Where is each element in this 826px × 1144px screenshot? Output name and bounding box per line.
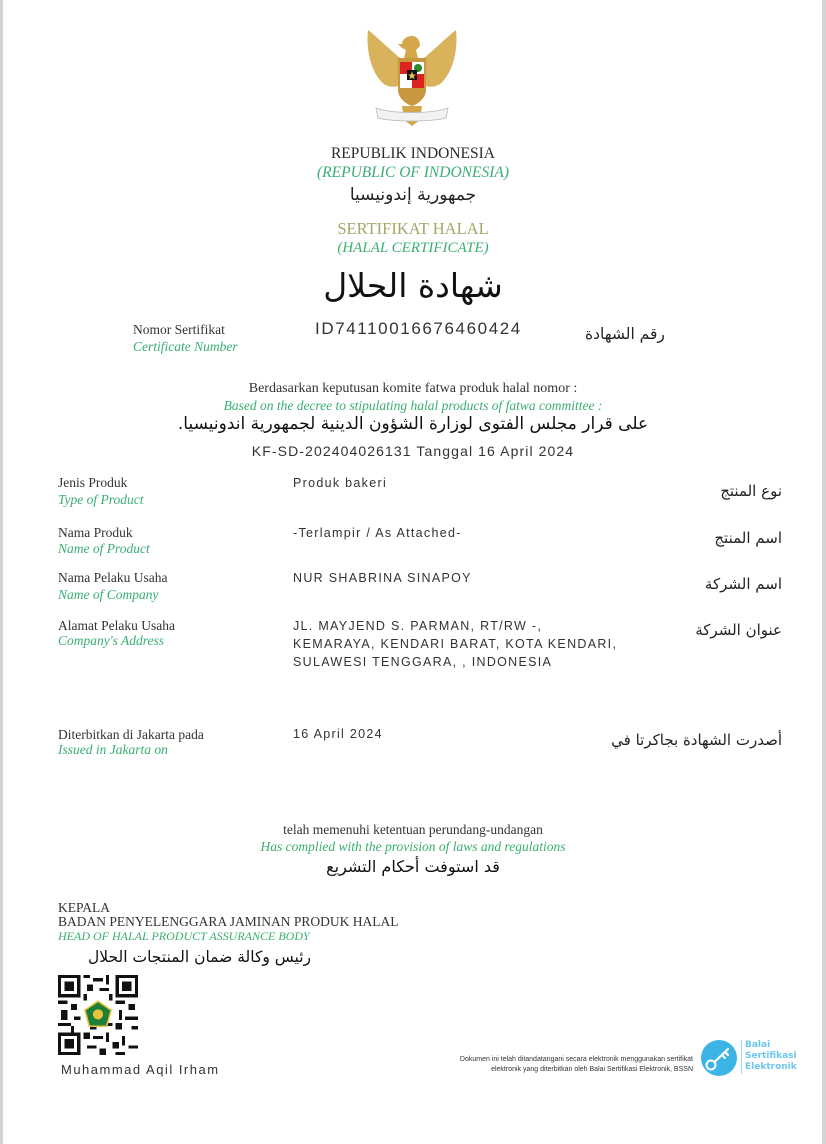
signatory-title-2: BADAN PENYELENGGARA JAMINAN PRODUK HALAL <box>58 914 399 929</box>
field-label-id: Nama Pelaku Usaha <box>58 570 168 585</box>
field-label-en: Name of Company <box>58 587 159 602</box>
field-label-ar: اسم المنتج <box>714 529 782 547</box>
issued-label-en: Issued in Jakarta on <box>58 742 168 757</box>
certificate-number-label-id: Nomor Sertifikat <box>133 322 225 337</box>
issued-label-ar: أصدرت الشهادة بجاكرتا في <box>611 731 782 749</box>
field-label-en: Company's Address <box>58 633 165 648</box>
field-value-line: KEMARAYA, KENDARI BARAT, KOTA KENDARI, <box>293 637 618 651</box>
signatory-title-1: KEPALA <box>58 900 111 915</box>
bsre-logo <box>700 1038 804 1078</box>
issued-date: 16 April 2024 <box>293 727 383 741</box>
note-line-1: Dokumen ini telah ditandatangani secara elektronik menggunakan sertifikat <box>459 1056 693 1063</box>
certificate-number: ID74110016676460424 <box>315 319 522 338</box>
field-value: -Terlampir / As Attached- <box>293 526 462 540</box>
issued-label-id: Diterbitkan di Jakarta pada <box>58 727 204 742</box>
electronic-signature-note <box>416 1055 693 1075</box>
bsre-logo-text-1: Balai <box>745 1040 771 1050</box>
certificate-number-label-ar: رقم الشهادة <box>585 325 665 343</box>
country-name-ar: جمهورية إندونيسيا <box>349 185 477 205</box>
field-value-line: SULAWESI TENGGARA, , INDONESIA <box>293 655 553 669</box>
field-label-en: Name of Product <box>58 541 150 556</box>
field-label-id: Jenis Produk <box>58 475 128 490</box>
decree-line-id: Berdasarkan keputusan komite fatwa produk halal nomor : <box>248 381 578 396</box>
field-label-ar: نوع المنتج <box>720 482 782 500</box>
signatory-title-ar: رئيس وكالة ضمان المنتجات الحلال <box>88 948 312 966</box>
bsre-logo-text-2: Sertifikasi <box>745 1051 797 1061</box>
certificate-number-label-en: Certificate Number <box>133 339 238 354</box>
signatory-title-en: HEAD OF HALAL PRODUCT ASSURANCE BODY <box>58 929 310 943</box>
field-label-id: Nama Produk <box>58 525 133 540</box>
field-label-id: Alamat Pelaku Usaha <box>58 618 175 633</box>
bsre-logo-text-3: Elektronik <box>745 1062 797 1072</box>
country-name-id: REPUBLIK INDONESIA <box>330 145 496 162</box>
field-label-ar: اسم الشركة <box>704 575 782 593</box>
country-name-en: (REPUBLIC OF INDONESIA) <box>317 164 509 181</box>
decree-line-en: Based on the decree to stipulating halal products of fatwa committee : <box>223 398 603 413</box>
bsre-key-icon <box>700 1039 738 1077</box>
compliance-line-en: Has complied with the provision of laws and regulations <box>260 839 566 854</box>
certificate-title-en: (HALAL CERTIFICATE) <box>337 240 489 256</box>
field-value: Produk bakeri <box>293 476 388 490</box>
field-label-ar: عنوان الشركة <box>695 621 782 639</box>
certificate-title-id: SERTIFIKAT HALAL <box>337 219 489 238</box>
compliance-line-id: telah memenuhi ketentuan perundang-undangan <box>283 822 543 837</box>
certificate-title-ar: شهادة الحلال <box>323 266 503 305</box>
garuda-emblem-icon <box>362 28 462 130</box>
decree-reference: KF-SD-202404026131 Tanggal 16 April 2024 <box>251 443 575 459</box>
field-value-line: JL. MAYJEND S. PARMAN, RT/RW -, <box>293 619 543 633</box>
note-line-2: elektronik yang diterbitkan oleh Balai Sertifikasi Elektronik, BSSN <box>491 1066 693 1073</box>
decree-line-ar: على قرار مجلس الفتوى لوزارة الشؤون الدينية لجمهورية اندونيسيا. <box>177 414 649 434</box>
compliance-line-ar: قد استوفت أحكام التشريع <box>326 857 500 876</box>
field-label-en: Type of Product <box>58 492 144 507</box>
field-value: NUR SHABRINA SINAPOY <box>293 571 472 585</box>
qr-code-icon[interactable] <box>58 975 138 1055</box>
signatory-name: Muhammad Aqil Irham <box>61 1062 220 1077</box>
